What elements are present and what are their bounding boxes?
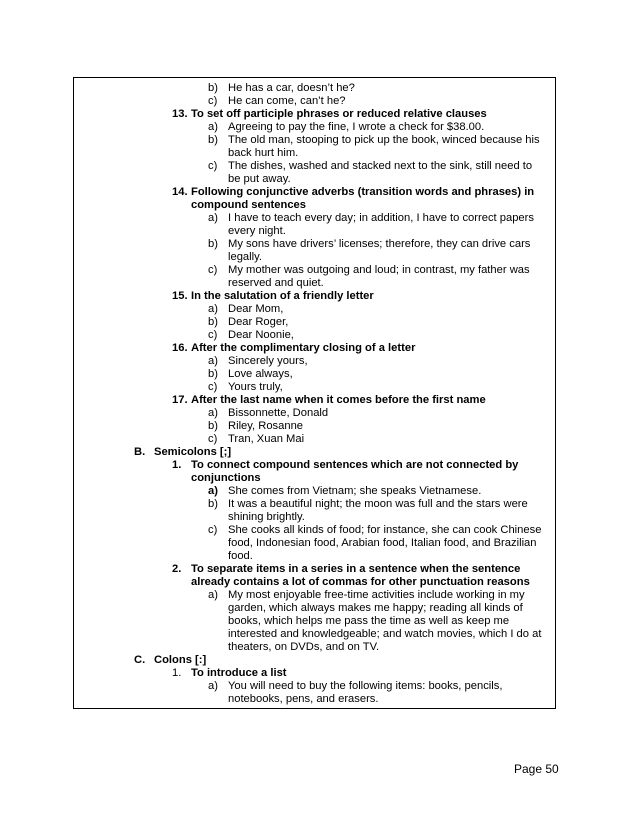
example-marker: a) — [208, 680, 218, 692]
example-marker: b) — [208, 316, 218, 328]
example-text: Dear Noonie, — [228, 329, 294, 341]
example-text: Riley, Rosanne — [228, 420, 304, 432]
example-text: My most enjoyable free-time activities include working in my — [228, 589, 525, 601]
example-marker: a) — [208, 589, 218, 601]
example-text: It was a beautiful night; the moon was full and the stars were — [228, 498, 528, 510]
rule-title: compound sentences — [191, 199, 307, 211]
example-marker: c) — [208, 524, 218, 536]
rule-number: 15. — [172, 290, 188, 302]
example-text: He has a car, doesn’t he? — [228, 82, 355, 94]
rule-number: 17. — [172, 394, 188, 406]
example-marker: a) — [208, 121, 218, 133]
example-text: be put away. — [228, 173, 291, 185]
example-text: She cooks all kinds of food; for instance, she can cook Chinese — [228, 524, 542, 536]
example-marker: a) — [208, 212, 218, 224]
example-text: legally. — [228, 251, 262, 263]
example-text: interested and knowledgeable; and watch movies, which I do at — [228, 628, 542, 640]
example-text: garden, which always makes me happy; reading all kinds of — [228, 602, 523, 614]
example-marker: b) — [208, 238, 218, 250]
example-text: food, Indonesian food, Arabian food, Italian food, and Brazilian — [228, 537, 537, 549]
rule-number: 1. — [172, 459, 182, 471]
example-text: reserved and quiet. — [228, 277, 324, 289]
example-marker: a) — [208, 485, 218, 497]
example-text: Dear Roger, — [228, 316, 289, 328]
rule-number: 2. — [172, 563, 182, 575]
example-marker: c) — [208, 160, 218, 172]
example-text: Love always, — [228, 368, 293, 380]
rule-number: 14. — [172, 186, 188, 198]
example-marker: c) — [208, 433, 218, 445]
example-text: I have to teach every day; in addition, I have to correct papers — [228, 212, 534, 224]
example-text: notebooks, pens, and erasers. — [228, 693, 379, 705]
example-marker: b) — [208, 368, 218, 380]
section-letter: C. — [134, 654, 146, 666]
rule-number: 13. — [172, 108, 188, 120]
example-text: Sincerely yours, — [228, 355, 308, 367]
rule-title: After the complimentary closing of a letter — [191, 342, 416, 354]
example-text: theaters, on DVDs, and on TV. — [228, 641, 380, 653]
example-marker: b) — [208, 420, 218, 432]
section-heading-colons: Colons [:] — [154, 654, 207, 666]
rule-number: 1. — [172, 667, 182, 679]
example-marker: c) — [208, 381, 218, 393]
example-marker: a) — [208, 303, 218, 315]
example-text: My mother was outgoing and loud; in contrast, my father was — [228, 264, 530, 276]
example-text: He can come, can’t he? — [228, 95, 346, 107]
example-text: She comes from Vietnam; she speaks Vietnamese. — [228, 485, 482, 497]
example-marker: a) — [208, 355, 218, 367]
rule-title: In the salutation of a friendly letter — [191, 290, 374, 302]
example-marker: c) — [208, 329, 218, 341]
example-text: The dishes, washed and stacked next to the sink, still need to — [228, 160, 533, 172]
example-text: Agreeing to pay the fine, I wrote a check for $38.00. — [228, 121, 485, 133]
example-marker: b) — [208, 82, 218, 94]
example-text: every night. — [228, 225, 286, 237]
section-heading-semicolons: Semicolons [;] — [154, 446, 232, 458]
example-text: Bissonnette, Donald — [228, 407, 329, 419]
rule-number: 16. — [172, 342, 188, 354]
example-text: Dear Mom, — [228, 303, 284, 315]
example-marker: c) — [208, 264, 218, 276]
section-letter: B. — [134, 446, 146, 458]
example-marker: b) — [208, 498, 218, 510]
example-marker: c) — [208, 95, 218, 107]
example-marker: a) — [208, 407, 218, 419]
rule-title: To separate items in a series in a sentence when the sentence — [191, 563, 521, 575]
example-text: back hurt him. — [228, 147, 299, 159]
example-text: The old man, stooping to pick up the book, winced because his — [228, 134, 540, 146]
example-marker: b) — [208, 134, 218, 146]
example-text: food. — [228, 550, 253, 562]
example-text: Tran, Xuan Mai — [228, 433, 305, 445]
example-text: shining brightly. — [228, 511, 305, 523]
example-text: My sons have drivers’ licenses; therefore, they can drive cars — [228, 238, 531, 250]
rule-title: already contains a lot of commas for other punctuation reasons — [191, 576, 530, 588]
example-text: You will need to buy the following items: books, pencils, — [228, 680, 503, 692]
page-number: Page 50 — [514, 762, 559, 776]
rule-title: To introduce a list — [191, 667, 287, 679]
example-text: Yours truly, — [228, 381, 283, 393]
rule-title: To set off participle phrases or reduced relative clauses — [191, 108, 487, 120]
rule-title: Following conjunctive adverbs (transition words and phrases) in — [191, 186, 535, 198]
rule-title: To connect compound sentences which are not connected by — [191, 459, 519, 471]
rule-title: conjunctions — [191, 472, 261, 484]
rule-title: After the last name when it comes before the first name — [191, 394, 486, 406]
example-text: books, which helps me pass the time as well as keep me — [228, 615, 510, 627]
